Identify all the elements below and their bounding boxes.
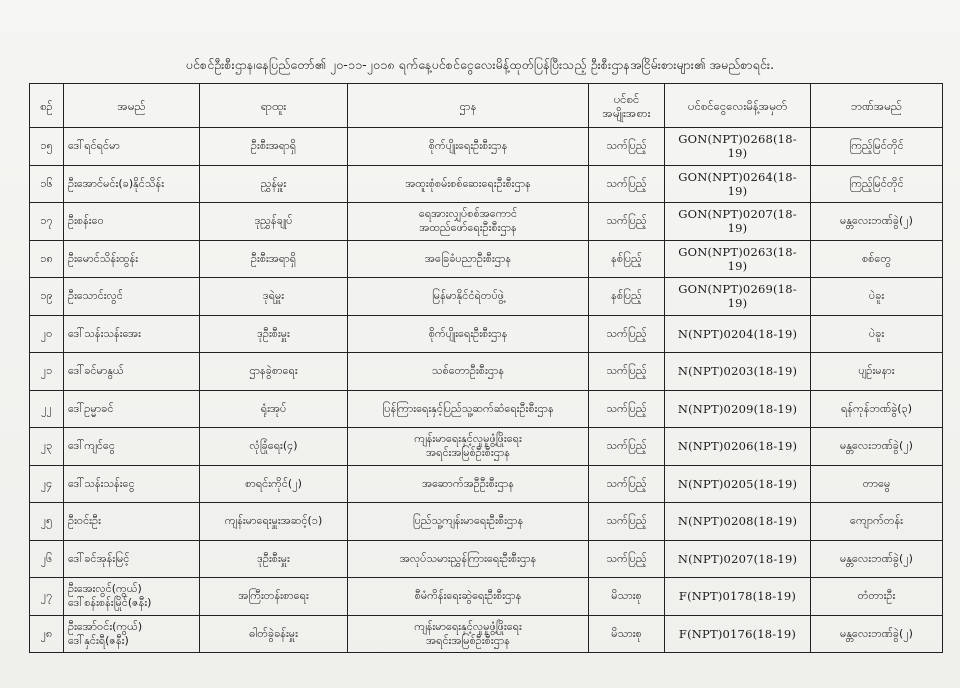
table-row bbox=[30, 128, 943, 166]
pension-type-cell: သက်ပြည့် bbox=[589, 465, 665, 503]
pension-type-cell: သက်ပြည့် bbox=[589, 428, 665, 466]
bank-branch-cell: မန္တလေးဘဏ်ခွဲ(၂) bbox=[811, 540, 943, 578]
pension-number-cell: GON(NPT)0263(18-19) bbox=[665, 240, 811, 278]
bank-branch-cell: ပျဉ်းမနား bbox=[811, 353, 943, 391]
row-number-cell: ၂၂ bbox=[30, 390, 64, 428]
person-name-cell: ဒေါ်ဥမ္မာခင် bbox=[64, 390, 200, 428]
person-name-cell: ဒေါ်ရင်ရင်မာ bbox=[64, 128, 200, 166]
pension-type-cell: သက်ပြည့် bbox=[589, 203, 665, 241]
header-name: အမည် bbox=[64, 84, 200, 128]
row-number-cell: ၂၅ bbox=[30, 503, 64, 541]
table-row bbox=[30, 315, 943, 353]
rank-cell: ကျန်းမာရေးမှူးအဆင့်(၁) bbox=[200, 503, 348, 541]
pension-type-cell: သက်ပြည့် bbox=[589, 390, 665, 428]
person-name-cell: ဦးစန်းဝေ bbox=[64, 203, 200, 241]
department-cell: ကျန်းမာရေးနှင့်လူမှုဖွံ့ဖြိုးရေး အရင်းအမြစ်ဦးစီးဌာန bbox=[348, 615, 589, 653]
row-number-cell: ၂၀ bbox=[30, 315, 64, 353]
bank-branch-cell: ပဲခူး bbox=[811, 315, 943, 353]
pension-type-cell: နစ်ပြည့် bbox=[589, 240, 665, 278]
table-row bbox=[30, 578, 943, 616]
department-cell: စီမံကိန်းရေးဆွဲရေးဦးစီးဌာန bbox=[348, 578, 589, 616]
header-no: စဉ် bbox=[30, 84, 64, 128]
pension-type-cell: သက်ပြည့် bbox=[589, 128, 665, 166]
document-title: ပင်စင်ဦးစီးဌာန၊နေပြည်တော်၏ ၂၀-၁၁-၂၀၁၈ ရက်နေ့ပင်စင်ငွေလေးမိန့်ထုတ်ပြန်ပြီးသည့် ဦးစီးဌာနအငြိမ်းစားများ၏ အမည်စာရင်း. bbox=[185, 57, 775, 72]
row-number-cell: ၂၁ bbox=[30, 353, 64, 391]
pension-type-cell: မိသားစု bbox=[589, 615, 665, 653]
rank-cell: လုံခြုံရေး(၄) bbox=[200, 428, 348, 466]
bank-branch-cell: စစ်တွေ bbox=[811, 240, 943, 278]
pension-number-cell: N(NPT)0204(18-19) bbox=[665, 315, 811, 353]
bank-branch-cell: ကြည့်မြင်တိုင် bbox=[811, 165, 943, 203]
person-name-cell: ဦးအေးလွင်(ကွယ်) ဒေါ်စန်းစန်းမြိုင်(ဇနီး) bbox=[64, 578, 200, 616]
department-cell: ပြည်သူ့ကျန်းမာရေးဦးစီးဌာန bbox=[348, 503, 589, 541]
pension-type-cell: သက်ပြည့် bbox=[589, 503, 665, 541]
row-number-cell: ၁၇ bbox=[30, 203, 64, 241]
department-cell: အဆောက်အဦဦးစီးဌာန bbox=[348, 465, 589, 503]
pension-number-cell: N(NPT)0203(18-19) bbox=[665, 353, 811, 391]
pension-number-cell: F(NPT)0178(18-19) bbox=[665, 578, 811, 616]
pension-type-cell: နစ်ပြည့် bbox=[589, 278, 665, 316]
row-number-cell: ၁၉ bbox=[30, 278, 64, 316]
pension-type-cell: သက်ပြည့် bbox=[589, 353, 665, 391]
pension-type-cell: မိသားစု bbox=[589, 578, 665, 616]
table-row bbox=[30, 428, 943, 466]
header-rank: ရာထူး bbox=[200, 84, 348, 128]
table-row bbox=[30, 203, 943, 241]
bank-branch-cell: ရန်ကုန်ဘဏ်ခွဲ(၃) bbox=[811, 390, 943, 428]
department-cell: ရေအားလျှပ်စစ်အကောင် အထည်ဖော်ရေးဦးစီးဌာန bbox=[348, 203, 589, 241]
department-cell: သစ်တောဦးစီးဌာန bbox=[348, 353, 589, 391]
person-name-cell: ဦးဝင်းဦး bbox=[64, 503, 200, 541]
person-name-cell: ဦးသောင်းလွင် bbox=[64, 278, 200, 316]
rank-cell: အကြီးတန်းစာရေး bbox=[200, 578, 348, 616]
rank-cell: ဒုဦးစီးမှူး bbox=[200, 540, 348, 578]
pension-number-cell: GON(NPT)0207(18-19) bbox=[665, 203, 811, 241]
bank-branch-cell: ကြည့်မြင်တိုင် bbox=[811, 128, 943, 166]
pension-number-cell: N(NPT)0206(18-19) bbox=[665, 428, 811, 466]
bank-branch-cell: တာမွေ bbox=[811, 465, 943, 503]
pension-number-cell: N(NPT)0207(18-19) bbox=[665, 540, 811, 578]
pension-type-cell: သက်ပြည့် bbox=[589, 165, 665, 203]
row-number-cell: ၂၃ bbox=[30, 428, 64, 466]
table-body bbox=[30, 128, 943, 653]
rank-cell: စာရင်းကိုင်(၂) bbox=[200, 465, 348, 503]
rank-cell: ဓါတ်ခွဲခန်းမှူး bbox=[200, 615, 348, 653]
department-cell: အလုပ်သမားညွှန်ကြားရေးဦးစီးဌာန bbox=[348, 540, 589, 578]
table-row bbox=[30, 465, 943, 503]
department-cell: စိုက်ပျိုးရေးဦးစီးဌာန bbox=[348, 315, 589, 353]
pension-type-cell: သက်ပြည့် bbox=[589, 540, 665, 578]
table-row bbox=[30, 615, 943, 653]
row-number-cell: ၁၈ bbox=[30, 240, 64, 278]
pension-number-cell: N(NPT)0208(18-19) bbox=[665, 503, 811, 541]
row-number-cell: ၁၅ bbox=[30, 128, 64, 166]
header-pension-number: ပင်စင်ငွေလေးမိန့်အမှတ် bbox=[665, 84, 811, 128]
row-number-cell: ၂၆ bbox=[30, 540, 64, 578]
department-cell: အထူးစုံစမ်းစစ်ဆေးရေးဦးစီးဌာန bbox=[348, 165, 589, 203]
rank-cell: ရုံးအုပ် bbox=[200, 390, 348, 428]
person-name-cell: ဦးအောင်မင်း(ခ)နိုင်သိန်း bbox=[64, 165, 200, 203]
department-cell: အခြေခံပညာဦးစီးဌာန bbox=[348, 240, 589, 278]
table-row bbox=[30, 165, 943, 203]
pension-number-cell: GON(NPT)0269(18-19) bbox=[665, 278, 811, 316]
person-name-cell: ဒေါ်ခင်မာနွယ် bbox=[64, 353, 200, 391]
rank-cell: ဒုဦးစီးမှူး bbox=[200, 315, 348, 353]
person-name-cell: ဒေါ်သန်းသန်းအေး bbox=[64, 315, 200, 353]
rank-cell: ဦးစီးအရာရှိ bbox=[200, 240, 348, 278]
rank-cell: ညွှန်မှူး bbox=[200, 165, 348, 203]
bank-branch-cell: မန္တလေးဘဏ်ခွဲ(၂) bbox=[811, 615, 943, 653]
pension-roster-table bbox=[29, 83, 943, 653]
bank-branch-cell: မန္တလေးဘဏ်ခွဲ(၂) bbox=[811, 203, 943, 241]
pension-number-cell: GON(NPT)0268(18-19) bbox=[665, 128, 811, 166]
pension-number-cell: GON(NPT)0264(18-19) bbox=[665, 165, 811, 203]
pension-type-cell: သက်ပြည့် bbox=[589, 315, 665, 353]
department-cell: စိုက်ပျိုးရေးဦးစီးဌာန bbox=[348, 128, 589, 166]
table-row bbox=[30, 278, 943, 316]
table-header-row bbox=[30, 84, 943, 128]
person-name-cell: ဒေါ်ကျင်ငွေ bbox=[64, 428, 200, 466]
person-name-cell: ဒေါ်သန်းသန်းငွေ bbox=[64, 465, 200, 503]
table-row bbox=[30, 390, 943, 428]
table-row bbox=[30, 503, 943, 541]
table-row bbox=[30, 540, 943, 578]
header-bank: ဘဏ်အမည် bbox=[811, 84, 943, 128]
rank-cell: ဦးစီးအရာရှိ bbox=[200, 128, 348, 166]
row-number-cell: ၂၄ bbox=[30, 465, 64, 503]
row-number-cell: ၂၇ bbox=[30, 578, 64, 616]
row-number-cell: ၁၆ bbox=[30, 165, 64, 203]
department-cell: ကျန်းမာရေးနှင့်လူမှုဖွံ့ဖြိုးရေး အရင်းအမြစ်ဦးစီးဌာန bbox=[348, 428, 589, 466]
person-name-cell: ဦးအော်ဝင်း(ကွယ်) ဒေါ်နှင်းရီ(ဇနီး) bbox=[64, 615, 200, 653]
bank-branch-cell: တံတားဦး bbox=[811, 578, 943, 616]
rank-cell: ဒုရဲမှူး bbox=[200, 278, 348, 316]
department-cell: မြန်မာနိုင်ငံရဲတပ်ဖွဲ့ bbox=[348, 278, 589, 316]
table-row bbox=[30, 353, 943, 391]
bank-branch-cell: ကျောက်တန်း bbox=[811, 503, 943, 541]
rank-cell: ဒုညွှန်ချုပ် bbox=[200, 203, 348, 241]
rank-cell: ဌာနခွဲစာရေး bbox=[200, 353, 348, 391]
person-name-cell: ဦးမောင်သိန်းထွန်း bbox=[64, 240, 200, 278]
pension-number-cell: F(NPT)0176(18-19) bbox=[665, 615, 811, 653]
pension-number-cell: N(NPT)0205(18-19) bbox=[665, 465, 811, 503]
header-pension-type: ပင်စင် အမျိုးအစား bbox=[589, 84, 665, 128]
pension-number-cell: N(NPT)0209(18-19) bbox=[665, 390, 811, 428]
table-row bbox=[30, 240, 943, 278]
department-cell: ပြန်ကြားရေးနှင့်ပြည်သူ့ဆက်ဆံရေးဦးစီးဌာန bbox=[348, 390, 589, 428]
person-name-cell: ဒေါ်ခင်အုန်းမြင့် bbox=[64, 540, 200, 578]
bank-branch-cell: ပဲခူး bbox=[811, 278, 943, 316]
bank-branch-cell: မန္တလေးဘဏ်ခွဲ(၂) bbox=[811, 428, 943, 466]
row-number-cell: ၂၈ bbox=[30, 615, 64, 653]
header-department: ဌာန bbox=[348, 84, 589, 128]
